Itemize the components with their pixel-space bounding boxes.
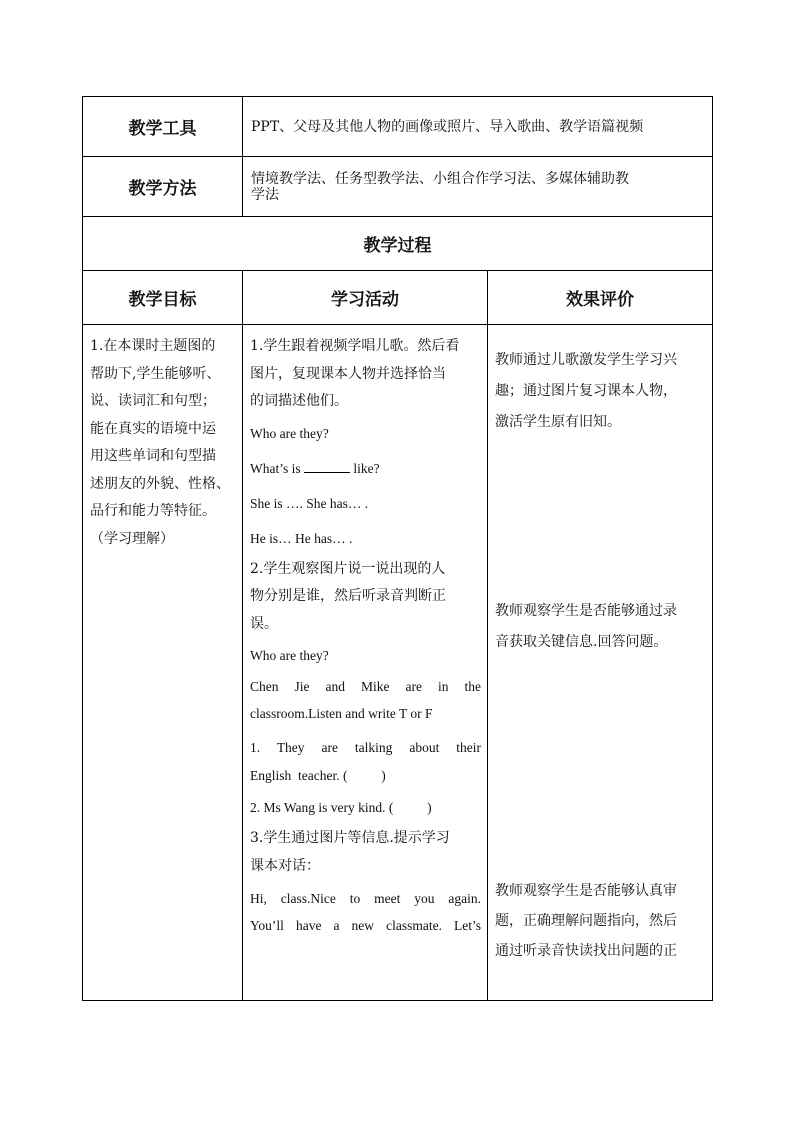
evaluation-3 <box>495 876 704 966</box>
tools-value: PPT、父母及其他人物的画像或照片、导入歌曲、教学语篇视频 <box>243 97 713 157</box>
evaluation-1-line: 趣；通过图片复习课本人物， <box>495 383 677 399</box>
item-1 <box>250 734 481 790</box>
evaluation-2-line: 音获取关键信息.回答问题。 <box>495 634 668 650</box>
methods-value-line: 情境教学法、任务型教学法、小组合作学习法、多媒体辅助教 <box>251 170 629 187</box>
chen-line: Chen Jie and Mike are in the <box>250 679 481 694</box>
methods-value <box>243 157 713 217</box>
step3-line: 课本对话： <box>250 857 320 874</box>
dialogue-line: Hi, class.Nice to meet you again. <box>250 891 481 906</box>
she-line: She is …. She has… . <box>250 495 369 511</box>
header-row <box>83 271 713 325</box>
question-who: Who are they? <box>250 425 329 441</box>
goal-cell <box>83 325 243 1001</box>
dialogue-paragraph <box>250 885 481 939</box>
process-row <box>83 217 713 271</box>
activity-cell <box>243 325 488 1001</box>
chen-line: classroom.Listen and write T or F <box>250 706 433 721</box>
goal-line: 帮助下,学生能够听、 <box>90 365 221 382</box>
goal-line: 能在真实的语境中运 <box>90 420 216 437</box>
question-who-2: Who are they? <box>250 648 329 663</box>
tools-label: 教学工具 <box>83 97 243 157</box>
methods-value-line: 学法 <box>251 186 279 203</box>
question-what-post: like? <box>350 460 380 476</box>
activity-header: 学习活动 <box>243 271 488 325</box>
evaluation-1-line: 教师通过儿歌激发学生学习兴 <box>495 352 677 368</box>
goal-header: 教学目标 <box>83 271 243 325</box>
item-1-line: 1. They are talking about their <box>250 740 481 755</box>
dialogue-line: You’ll have a new classmate. Let’s <box>250 918 481 933</box>
evaluation-cell <box>488 325 713 1001</box>
goal-line: 用这些单词和句型描 <box>90 448 216 464</box>
step1-line: 的词描述他们。 <box>250 393 348 409</box>
goal-line: 说、读词汇和句型； <box>90 393 216 409</box>
step1-line: 1.学生跟着视频学唱儿歌。然后看 <box>250 338 460 354</box>
evaluation-3-line: 教师观察学生是否能够认真审 <box>495 883 677 899</box>
question-what-like <box>250 451 481 486</box>
evaluation-3-line: 题，正确理解问题指向，然后 <box>495 913 677 929</box>
item-1-line: English teacher. ( ) <box>250 768 386 783</box>
evaluation-1 <box>495 345 704 438</box>
he-line: He is… He has… . <box>250 530 353 546</box>
question-what-pre: What’s is <box>250 460 304 476</box>
lesson-plan-table <box>82 96 713 1001</box>
goal-line: 品行和能力等特征。 <box>90 503 216 519</box>
step2-line: 2.学生观察图片说一说出现的人 <box>250 560 446 577</box>
evaluation-header: 效果评价 <box>488 271 713 325</box>
item-2: 2. Ms Wang is very kind. ( ) <box>250 800 432 815</box>
chen-jie-paragraph <box>250 673 481 727</box>
evaluation-3-line: 通过听录音快读找出问题的正 <box>495 943 677 959</box>
step1-line: 图片，复现课本人物并选择恰当 <box>250 365 446 382</box>
methods-row <box>83 157 713 217</box>
evaluation-2-line: 教师观察学生是否能够通过录 <box>495 603 677 619</box>
goal-line: 1.在本课时主题图的 <box>90 338 216 354</box>
step3-line: 3.学生通过图片等信息.提示学习 <box>250 830 450 846</box>
goal-line: （学习理解） <box>90 530 174 547</box>
answer-blank <box>304 460 350 473</box>
step2-line: 误。 <box>250 615 278 632</box>
goal-line: 述朋友的外貌、性格、 <box>90 475 230 492</box>
process-title: 教学过程 <box>83 217 713 271</box>
methods-label: 教学方法 <box>83 157 243 217</box>
tools-row <box>83 97 713 157</box>
content-row <box>83 325 713 1001</box>
step2-line: 物分别是谁，然后听录音判断正 <box>250 588 446 604</box>
evaluation-2 <box>495 596 704 658</box>
evaluation-1-line: 激活学生原有旧知。 <box>495 414 621 430</box>
